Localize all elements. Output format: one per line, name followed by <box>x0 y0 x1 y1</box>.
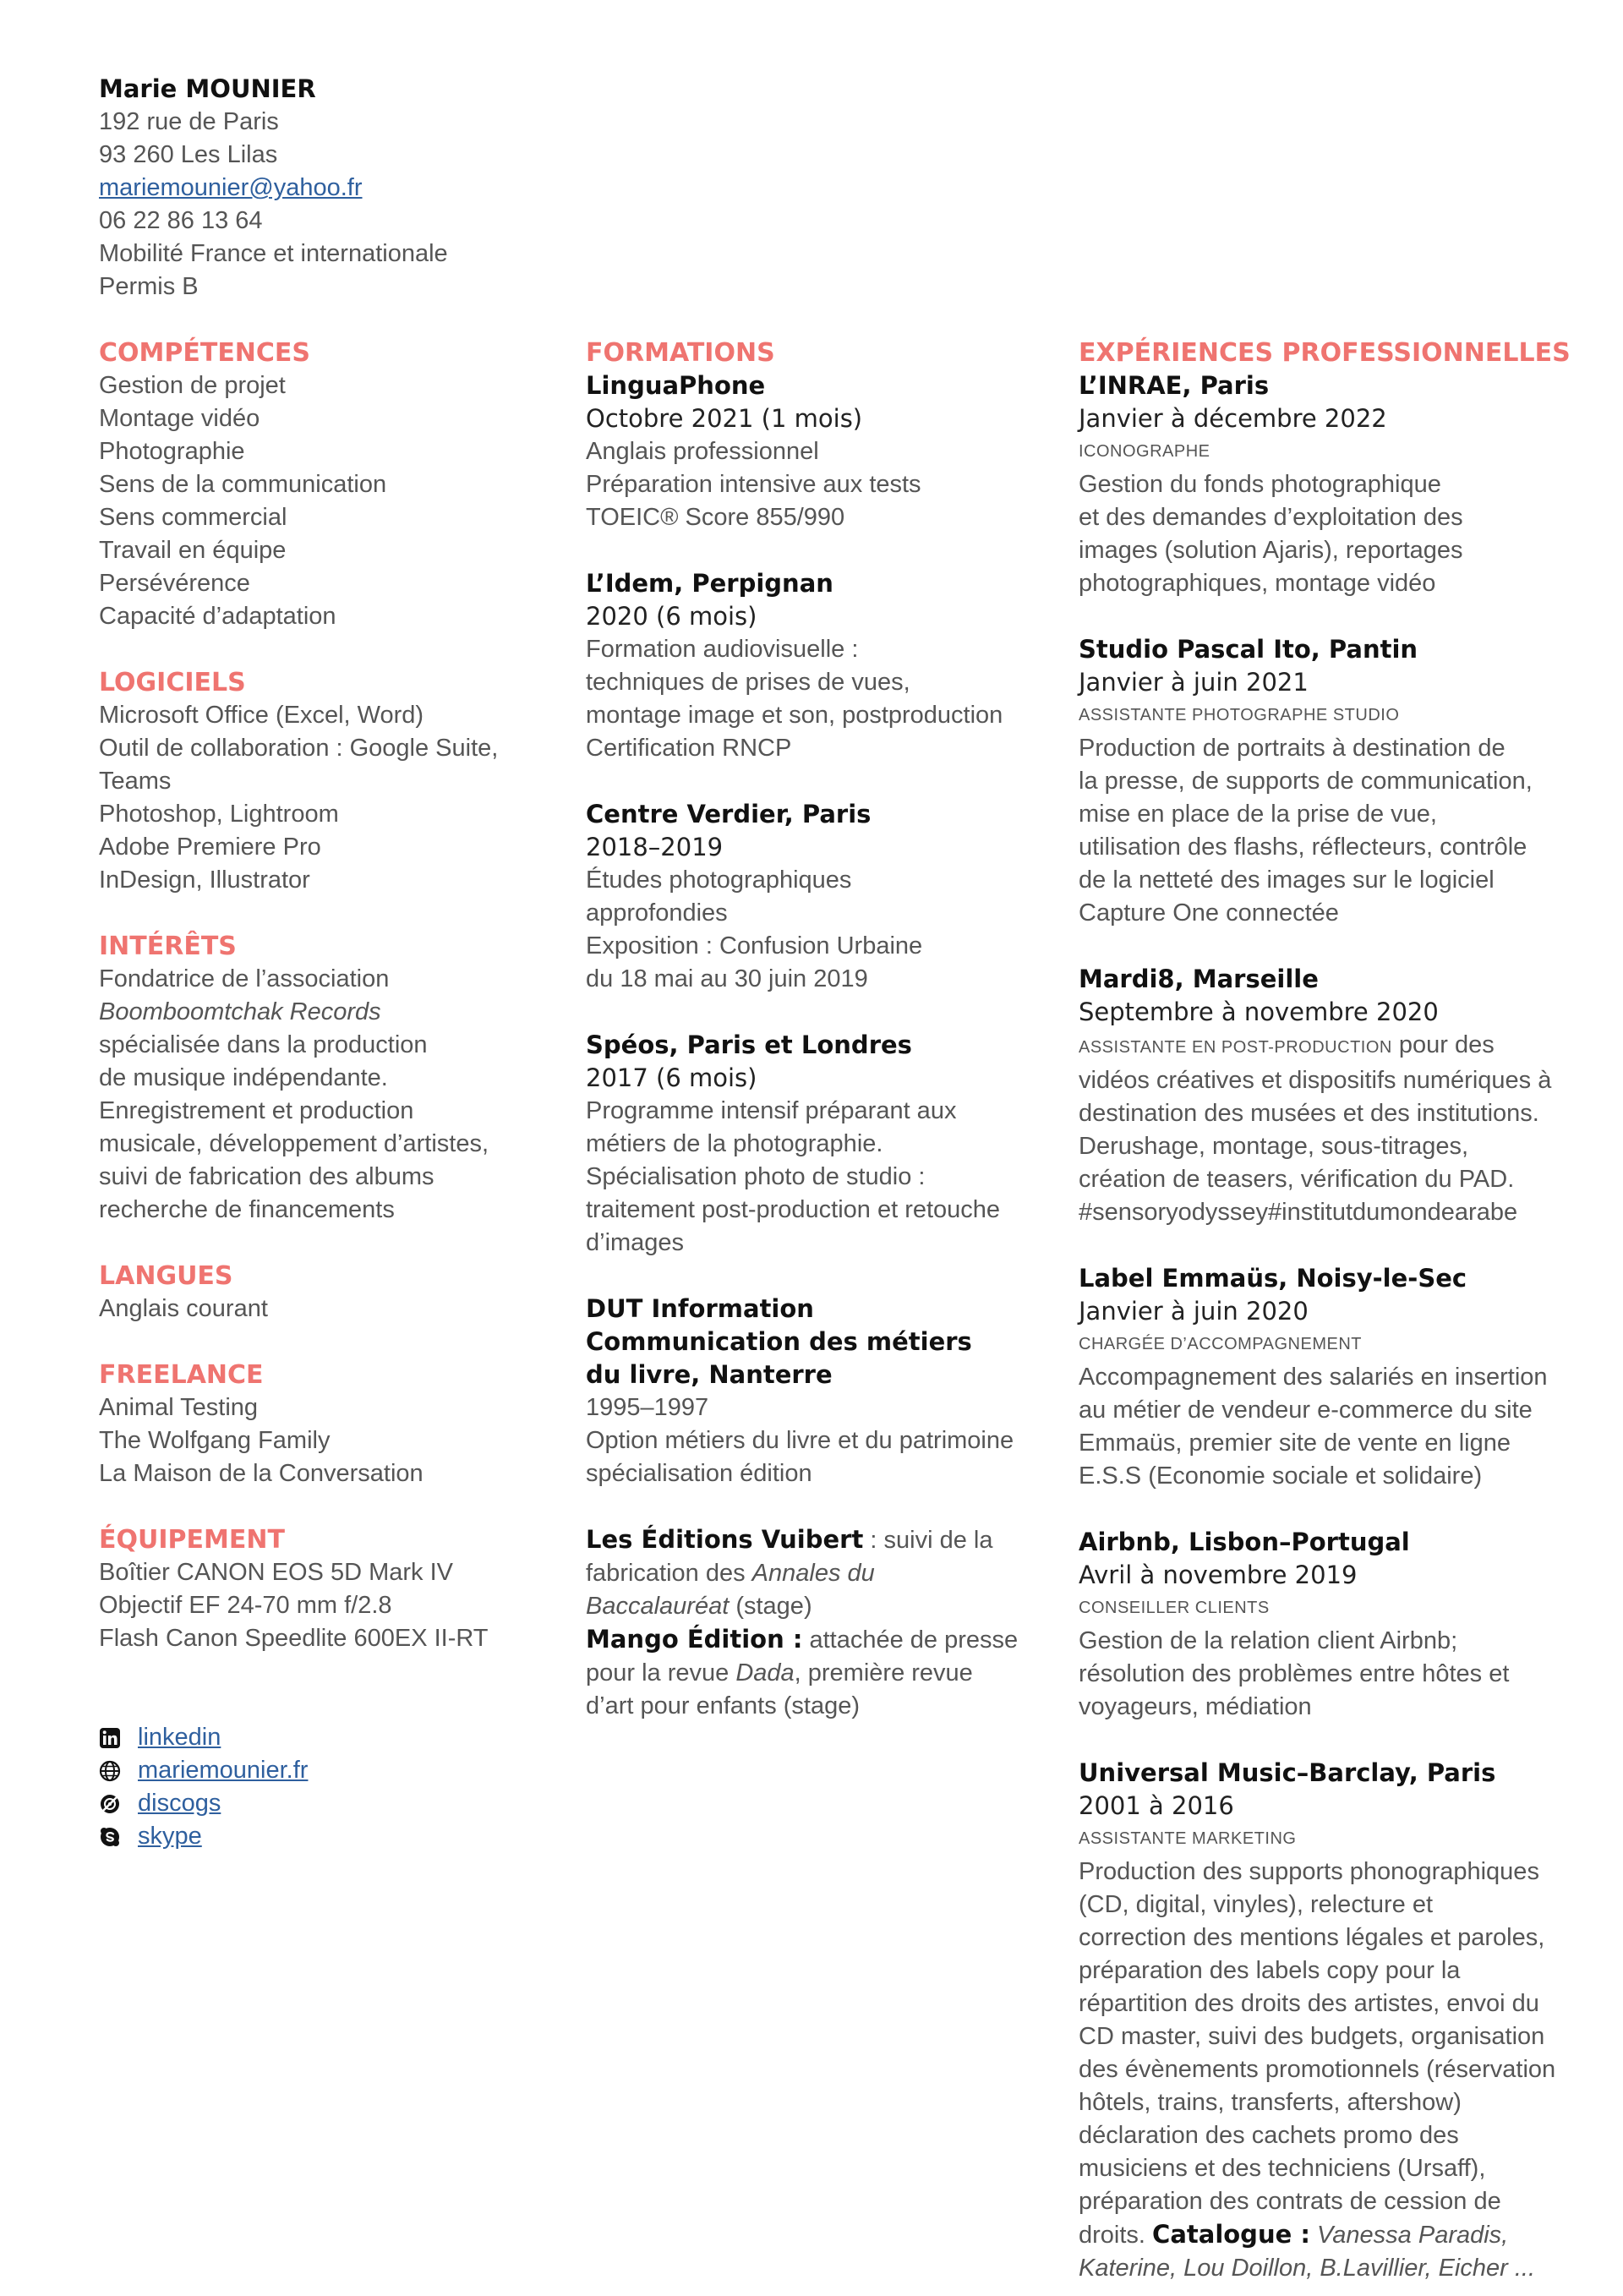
text-line: Préparation intensive aux tests <box>586 471 921 498</box>
text-line: Production des supports phonographiques <box>1079 1858 1539 1885</box>
experience-role: CONSEILLER CLIENTS <box>1079 1599 1270 1617</box>
text-line: spécialisation édition <box>586 1460 812 1487</box>
link-row <box>99 1754 498 1787</box>
text-line: Spécialisation photo de studio : <box>586 1163 926 1190</box>
website-link[interactable]: mariemounier.fr <box>138 1757 309 1784</box>
text-line: vidéos créatives et dispositifs numériques à <box>1079 1067 1552 1094</box>
text-line: Derushage, montage, sous-titrages, <box>1079 1133 1469 1160</box>
text-line: Accompagnement des salariés en insertion <box>1079 1364 1548 1391</box>
list-item: Montage vidéo <box>99 405 260 432</box>
formation-date: 1995–1997 <box>586 1394 709 1421</box>
vuibert-line <box>586 1557 1018 1590</box>
text-line: Études photographiques <box>586 866 852 894</box>
formation-name: DUT Information <box>586 1294 814 1323</box>
list-item: Photographie <box>99 438 245 465</box>
text-line: résolution des problèmes entre hôtes et <box>1079 1660 1510 1687</box>
text-line: préparation des labels copy pour la <box>1079 1957 1461 1984</box>
text-span: droits. <box>1079 2222 1153 2249</box>
text-line: des évènements promotionnels (réservation <box>1079 2056 1556 2083</box>
text-line: approfondies <box>586 899 728 927</box>
text-line: Anglais professionnel <box>586 438 819 465</box>
list-item: The Wolfgang Family <box>99 1427 331 1454</box>
text-line: mise en place de la prise de vue, <box>1079 801 1437 828</box>
text-line: correction des mentions légales et paroles, <box>1079 1924 1545 1951</box>
text-line: (CD, digital, vinyles), relecture et <box>1079 1891 1434 1918</box>
catalogue-line: Katerine, Lou Doillon, B.Lavillier, Eicher ... <box>1079 2255 1535 2282</box>
mango-line: d’art pour enfants (stage) <box>586 1692 861 1719</box>
role-line <box>1079 1029 1571 1064</box>
text-span: Annales du <box>751 1560 875 1587</box>
text-line: CD master, suivi des budgets, organisation <box>1079 2023 1545 2050</box>
experience-employer: L’INRAE, Paris <box>1079 371 1270 400</box>
experience-role: CHARGÉE D’ACCOMPAGNEMENT <box>1079 1335 1362 1353</box>
text-line: #sensoryodyssey#institutdumondearabe <box>1079 1199 1518 1226</box>
experience-employer: Label Emmaüs, Noisy-le-Sec <box>1079 1264 1467 1293</box>
discogs-icon <box>99 1793 121 1815</box>
text-line: hôtels, trains, transferts, aftershow) <box>1079 2089 1462 2116</box>
left-column <box>99 73 498 1853</box>
text-line: de la netteté des images sur le logiciel <box>1079 866 1495 894</box>
formation-name: L’Idem, Perpignan <box>586 569 833 598</box>
list-item: Boîtier CANON EOS 5D Mark IV <box>99 1559 453 1586</box>
list-item: Gestion de projet <box>99 372 286 399</box>
text-line: techniques de prises de vues, <box>586 669 910 696</box>
text-line: déclaration des cachets promo des <box>1079 2122 1459 2149</box>
text-span: : suivi de la <box>863 1527 993 1554</box>
link-row <box>99 1787 498 1820</box>
text-line: Fondatrice de l’association <box>99 965 390 992</box>
section-title-interets: INTÉRÊTS <box>99 932 237 961</box>
section-title-competences: COMPÉTENCES <box>99 338 311 368</box>
mobility: Mobilité France et internationale <box>99 240 448 267</box>
text-line: spécialisée dans la production <box>99 1031 428 1058</box>
text-line: traitement post-production et retouche <box>586 1196 1001 1223</box>
section-title-freelance: FREELANCE <box>99 1360 264 1390</box>
text-span: Dada <box>735 1659 795 1686</box>
text-line: préparation des contrats de cession de <box>1079 2188 1501 2215</box>
list-item: Travail en équipe <box>99 537 287 564</box>
text-line: création de teasers, vérification du PAD. <box>1079 1166 1515 1193</box>
text-line: Programme intensif préparant aux <box>586 1097 957 1124</box>
experience-role: ICONOGRAPHE <box>1079 442 1210 461</box>
email-link[interactable]: mariemounier@yahoo.fr <box>99 174 363 201</box>
text-line: suivi de fabrication des albums <box>99 1163 434 1190</box>
list-item: Sens de la communication <box>99 471 387 498</box>
text-line: utilisation des flashs, réflecteurs, contrôle <box>1079 834 1527 861</box>
text-line: Production de portraits à destination de <box>1079 735 1506 762</box>
experience-employer: Mardi8, Marseille <box>1079 965 1319 993</box>
formation-date: 2018–2019 <box>586 833 724 861</box>
list-item: Photoshop, Lightroom <box>99 801 339 828</box>
linkedin-link[interactable]: linkedin <box>138 1724 221 1751</box>
text-span: (stage) <box>729 1593 812 1620</box>
experience-date: Janvier à juin 2021 <box>1079 668 1309 697</box>
section-title-logiciels: LOGICIELS <box>99 668 246 697</box>
text-line: musiciens et des techniciens (Ursaff), <box>1079 2155 1486 2182</box>
text-line: Option métiers du livre et du patrimoine <box>586 1427 1014 1454</box>
text-line: Enregistrement et production <box>99 1097 414 1124</box>
text-line: d’images <box>586 1229 685 1256</box>
experience-date: Janvier à juin 2020 <box>1079 1297 1309 1326</box>
list-item: Anglais courant <box>99 1295 268 1322</box>
experience-employer: Studio Pascal Ito, Pantin <box>1079 635 1418 664</box>
formation-name: Spéos, Paris et Londres <box>586 1030 912 1059</box>
list-item: Capacité d’adaptation <box>99 603 336 630</box>
text-line: la presse, de supports de communication, <box>1079 768 1533 795</box>
experience-date: Avril à novembre 2019 <box>1079 1561 1358 1589</box>
list-item: Objectif EF 24-70 mm f/2.8 <box>99 1592 392 1619</box>
text-line: voyageurs, médiation <box>1079 1693 1312 1720</box>
text-span: , première revue <box>794 1659 973 1686</box>
social-links <box>99 1721 498 1853</box>
catalogue-label: Catalogue : <box>1152 2220 1310 2249</box>
vuibert-line <box>586 1590 1018 1623</box>
text-line: du 18 mai au 30 juin 2019 <box>586 965 868 992</box>
skype-icon <box>99 1826 121 1848</box>
text-line: Emmaüs, premier site de vente en ligne <box>1079 1430 1511 1457</box>
list-item: La Maison de la Conversation <box>99 1460 424 1487</box>
text-line: répartition des droits des artistes, envoi du <box>1079 1990 1539 2017</box>
section-title-formations: FORMATIONS <box>586 338 775 368</box>
text-line: Boomboomtchak Records <box>99 998 381 1025</box>
text-span: attachée de presse <box>802 1626 1019 1654</box>
text-line: Gestion de la relation client Airbnb; <box>1079 1627 1458 1654</box>
formation-name: LinguaPhone <box>586 371 766 400</box>
experience-date: Septembre à novembre 2020 <box>1079 998 1439 1026</box>
globe-icon <box>99 1760 121 1782</box>
formation-name: du livre, Nanterre <box>586 1360 833 1389</box>
section-title-langues: LANGUES <box>99 1261 233 1291</box>
text-line: destination des musées et des institutions. <box>1079 1100 1539 1127</box>
list-item: Microsoft Office (Excel, Word) <box>99 702 424 729</box>
text-line: Formation audiovisuelle : <box>586 636 859 663</box>
formation-date: 2017 (6 mois) <box>586 1063 757 1092</box>
mango-line <box>586 1623 1018 1657</box>
list-item: Teams <box>99 768 172 795</box>
experience-role: ASSISTANTE PHOTOGRAPHE STUDIO <box>1079 706 1400 724</box>
text-line: TOEIC® Score 855/990 <box>586 504 845 531</box>
text-line: Exposition : Confusion Urbaine <box>586 932 923 959</box>
license: Permis B <box>99 273 199 300</box>
text-line: Certification RNCP <box>586 735 792 762</box>
mango-line <box>586 1657 1018 1690</box>
experience-date: 2001 à 2016 <box>1079 1791 1234 1820</box>
address-line: 192 rue de Paris <box>99 108 279 135</box>
text-span: Baccalauréat <box>586 1593 730 1620</box>
text-line: Gestion du fonds photographique <box>1079 471 1441 498</box>
discogs-link[interactable]: discogs <box>138 1790 221 1817</box>
skype-link[interactable]: skype <box>138 1823 202 1850</box>
experience-role: ASSISTANTE EN POST-PRODUCTION <box>1079 1038 1392 1057</box>
formation-date: 2020 (6 mois) <box>586 602 757 631</box>
formation-name: Communication des métiers <box>586 1327 972 1356</box>
experience-employer: Airbnb, Lisbon–Portugal <box>1079 1528 1410 1556</box>
list-item: Flash Canon Speedlite 600EX II-RT <box>99 1625 489 1652</box>
linkedin-icon <box>99 1727 121 1749</box>
vuibert-name: Les Éditions Vuibert <box>586 1525 864 1554</box>
vuibert-line <box>586 1523 1018 1557</box>
text-line: musicale, développement d’artistes, <box>99 1130 489 1157</box>
formation-date: Octobre 2021 (1 mois) <box>586 404 863 433</box>
candidate-name: Marie MOUNIER <box>99 74 316 103</box>
list-item: Outil de collaboration : Google Suite, <box>99 735 499 762</box>
text-span: pour la revue <box>586 1659 736 1686</box>
experience-role: ASSISTANTE MARKETING <box>1079 1829 1297 1848</box>
experience-employer: Universal Music–Barclay, Paris <box>1079 1758 1496 1787</box>
formations-column <box>586 336 1018 1723</box>
text-line: Capture One connectée <box>1079 899 1339 927</box>
text-line: montage image et son, postproduction <box>586 702 1003 729</box>
link-row <box>99 1820 498 1853</box>
text-line: photographiques, montage vidéo <box>1079 570 1436 597</box>
text-line: images (solution Ajaris), reportages <box>1079 537 1463 564</box>
formation-name: Centre Verdier, Paris <box>586 800 872 828</box>
text-line: E.S.S (Economie sociale et solidaire) <box>1079 1462 1483 1490</box>
list-item: Sens commercial <box>99 504 287 531</box>
link-row <box>99 1721 498 1754</box>
mango-name: Mango Édition : <box>586 1625 803 1654</box>
text-span: pour des <box>1391 1031 1495 1058</box>
list-item: Adobe Premiere Pro <box>99 834 321 861</box>
catalogue-line <box>1079 2218 1571 2252</box>
text-line: recherche de financements <box>99 1196 395 1223</box>
list-item: Animal Testing <box>99 1394 259 1421</box>
list-item: InDesign, Illustrator <box>99 866 310 894</box>
experiences-column <box>1079 336 1571 2285</box>
address-line: 93 260 Les Lilas <box>99 141 278 168</box>
text-line: métiers de la photographie. <box>586 1130 883 1157</box>
section-title-experiences: EXPÉRIENCES PROFESSIONNELLES <box>1079 338 1571 368</box>
section-title-equipement: ÉQUIPEMENT <box>99 1525 285 1555</box>
list-item: Persévérence <box>99 570 250 597</box>
text-span: fabrication des <box>586 1560 752 1587</box>
text-line: et des demandes d’exploitation des <box>1079 504 1463 531</box>
experience-date: Janvier à décembre 2022 <box>1079 404 1387 433</box>
text-line: au métier de vendeur e-commerce du site <box>1079 1397 1533 1424</box>
text-line: de musique indépendante. <box>99 1064 388 1091</box>
phone: 06 22 86 13 64 <box>99 207 263 234</box>
text-span: Vanessa Paradis, <box>1309 2222 1509 2249</box>
